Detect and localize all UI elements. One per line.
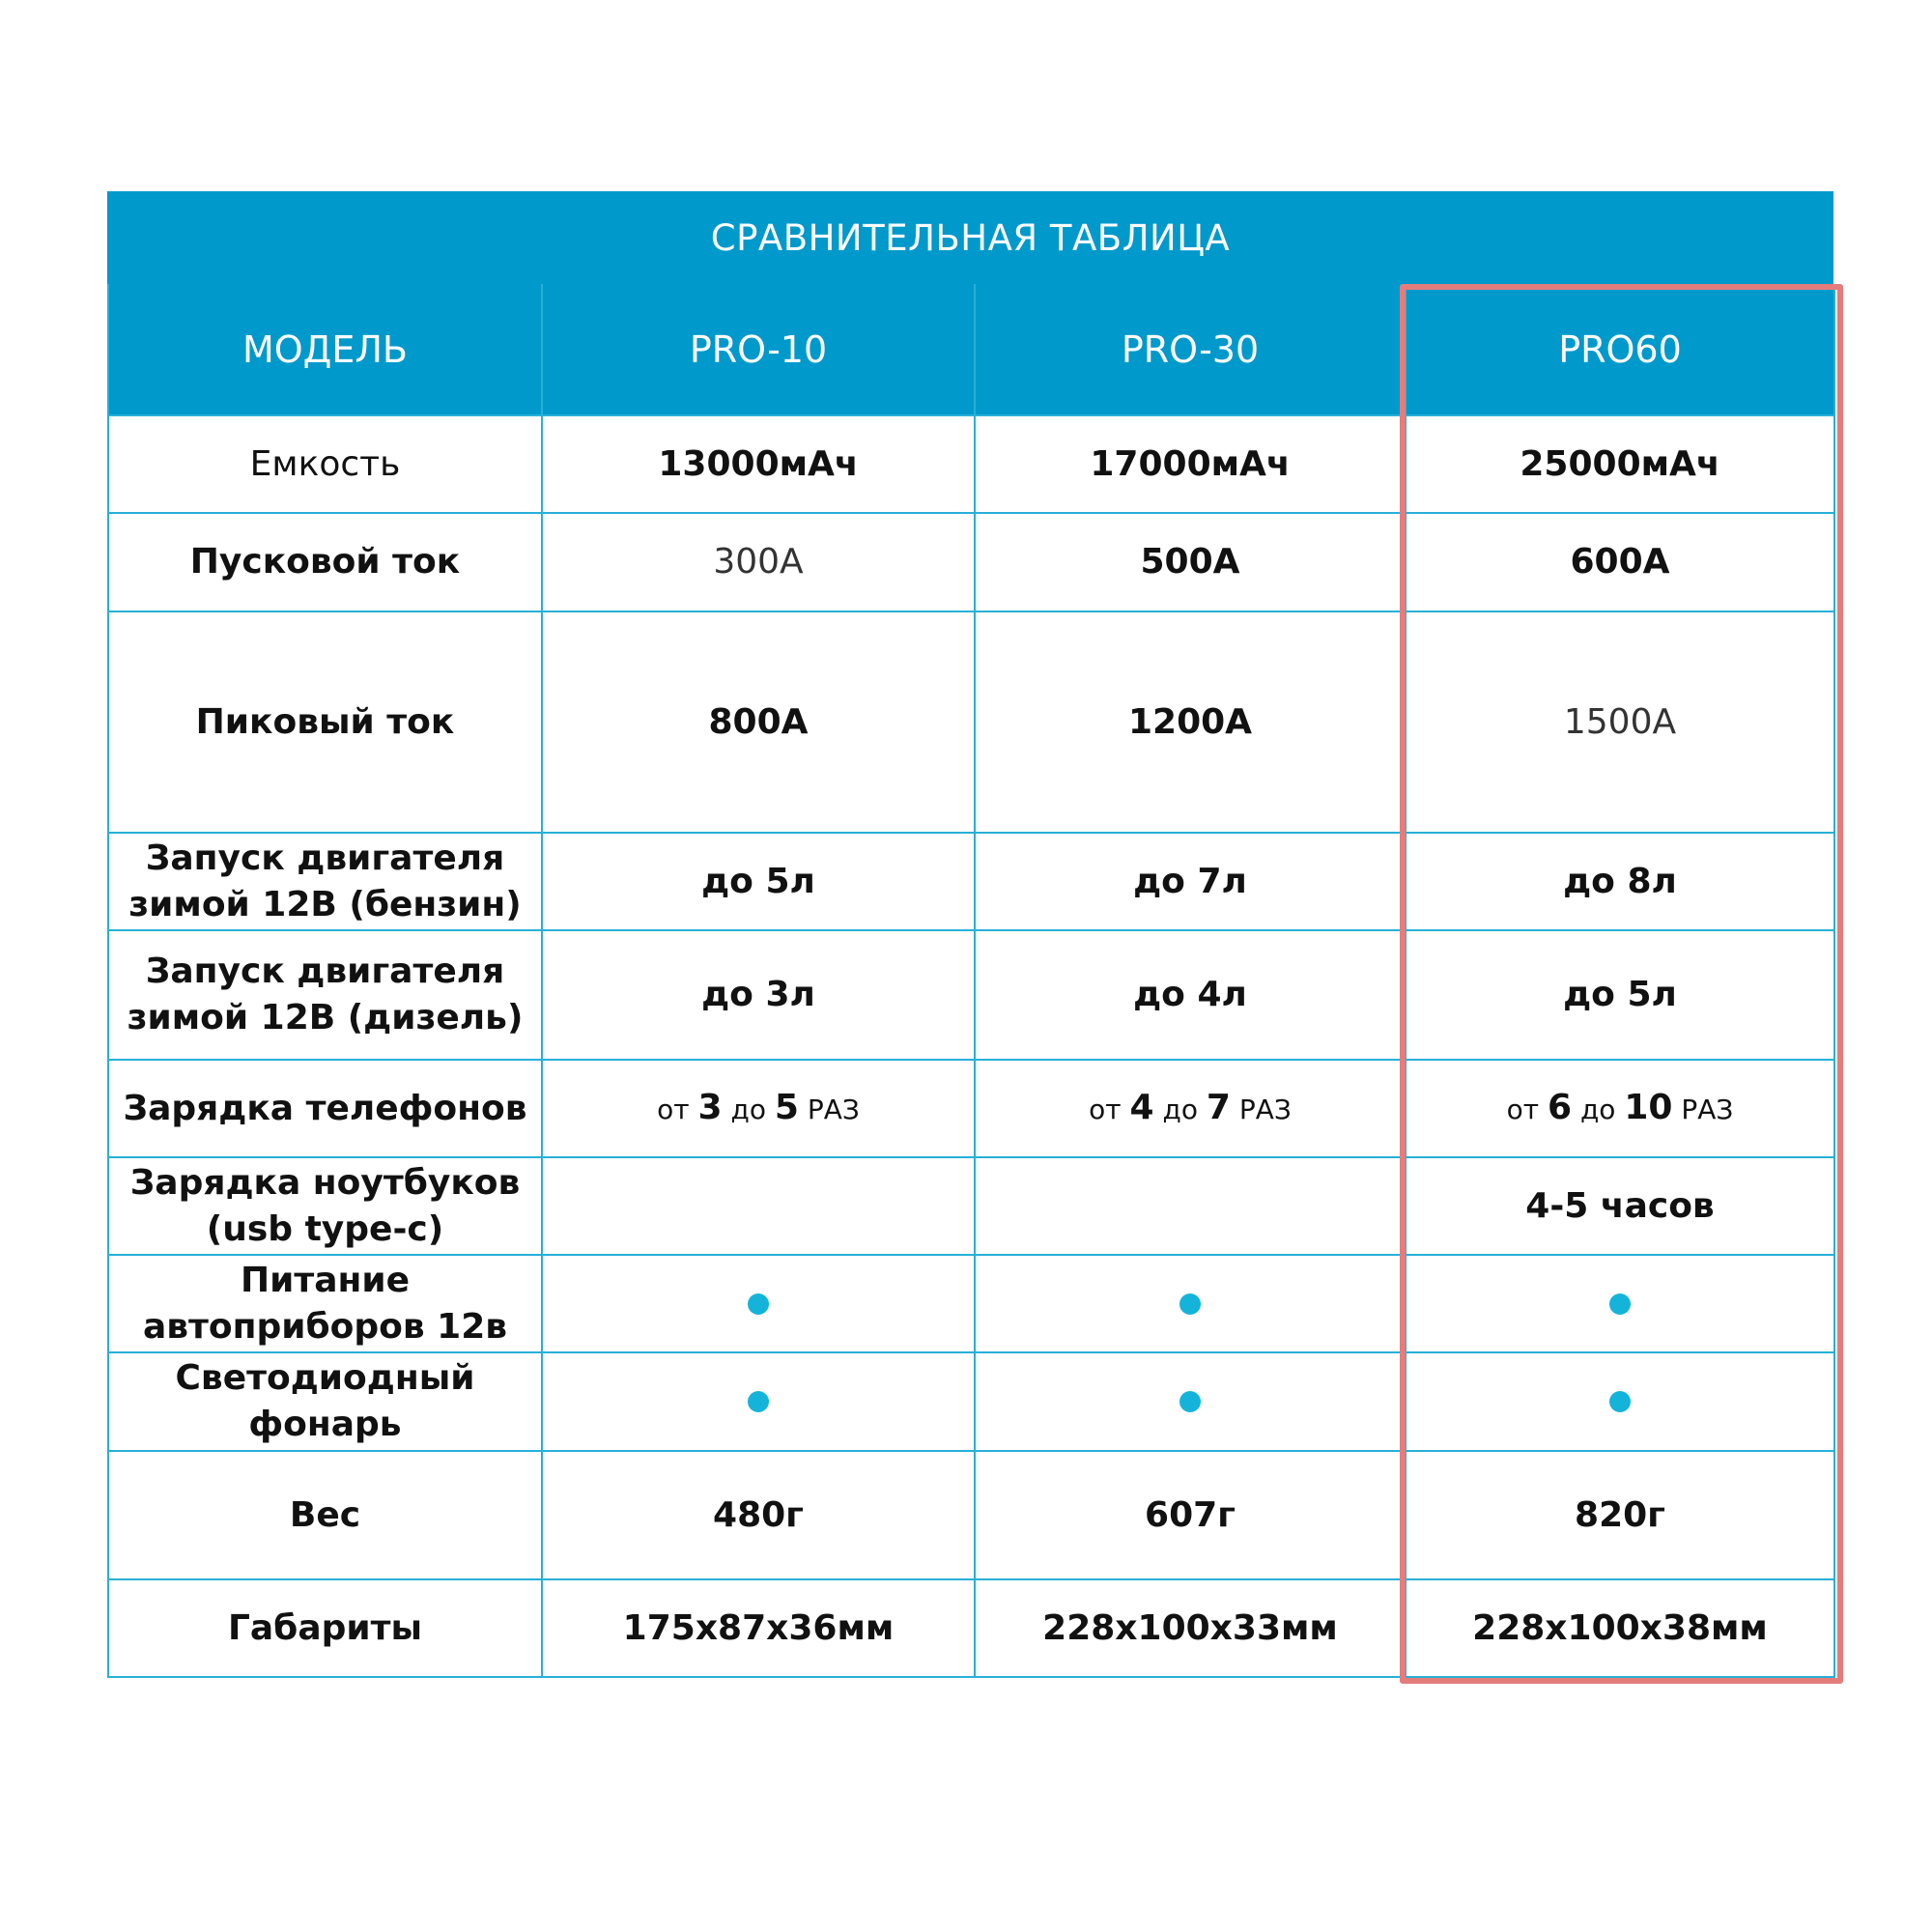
cell-value: 500А bbox=[975, 513, 1406, 611]
check-dot-icon bbox=[1179, 1391, 1201, 1412]
cell-value: 800А bbox=[542, 611, 975, 833]
cell-value: 25000мАч bbox=[1406, 415, 1834, 513]
row-label: Зарядка ноутбуков (usb type-c) bbox=[108, 1157, 542, 1255]
header-pro-30: PRO-30 bbox=[975, 284, 1406, 415]
row-capacity bbox=[108, 415, 1834, 513]
cell-value: 13000мАч bbox=[542, 415, 975, 513]
cell-value: до 3л bbox=[542, 930, 975, 1060]
cell-value bbox=[975, 1157, 1406, 1255]
row-label: Запуск двигателя зимой 12В (дизель) bbox=[108, 930, 542, 1060]
cell-value: до 8л bbox=[1406, 833, 1834, 930]
row-peak-current bbox=[108, 611, 1834, 833]
cell-value: от 3 до 5 РАЗ bbox=[542, 1060, 975, 1157]
row-engine-diesel bbox=[108, 930, 1834, 1060]
check-dot-icon bbox=[748, 1293, 769, 1315]
cell-value: 600А bbox=[1406, 513, 1834, 611]
comparison-grid bbox=[107, 284, 1835, 1678]
row-label: Питание автоприборов 12в bbox=[108, 1255, 542, 1352]
row-label: Пиковый ток bbox=[108, 611, 542, 833]
row-flashlight bbox=[108, 1352, 1834, 1451]
row-label: Габариты bbox=[108, 1579, 542, 1677]
cell-value: 4-5 часов bbox=[1406, 1157, 1834, 1255]
check-dot-icon bbox=[748, 1391, 769, 1412]
cell-value bbox=[975, 1352, 1406, 1451]
row-laptop-charge bbox=[108, 1157, 1834, 1255]
header-pro-10: PRO-10 bbox=[542, 284, 975, 415]
row-label: Емкость bbox=[108, 415, 542, 513]
header-pro60: PRO60 bbox=[1406, 284, 1834, 415]
row-label: Пусковой ток bbox=[108, 513, 542, 611]
cell-value: 228x100x38мм bbox=[1406, 1579, 1834, 1677]
check-dot-icon bbox=[1609, 1391, 1631, 1412]
row-weight bbox=[108, 1451, 1834, 1579]
cell-value: до 5л bbox=[542, 833, 975, 930]
cell-value: до 4л bbox=[975, 930, 1406, 1060]
cell-value: 820г bbox=[1406, 1451, 1834, 1579]
cell-value bbox=[542, 1352, 975, 1451]
row-car-power bbox=[108, 1255, 1834, 1352]
cell-value: 1500А bbox=[1406, 611, 1834, 833]
cell-value bbox=[1406, 1352, 1834, 1451]
row-phone-charge bbox=[108, 1060, 1834, 1157]
header-row bbox=[108, 284, 1834, 415]
cell-value: 607г bbox=[975, 1451, 1406, 1579]
row-dimensions bbox=[108, 1579, 1834, 1677]
cell-value bbox=[542, 1255, 975, 1352]
cell-value bbox=[542, 1157, 975, 1255]
cell-value: 300А bbox=[542, 513, 975, 611]
table-title: СРАВНИТЕЛЬНАЯ ТАБЛИЦА bbox=[107, 191, 1833, 284]
row-label: Вес bbox=[108, 1451, 542, 1579]
comparison-table bbox=[107, 191, 1833, 1678]
cell-value: до 7л bbox=[975, 833, 1406, 930]
row-engine-petrol bbox=[108, 833, 1834, 930]
row-label: Запуск двигателя зимой 12В (бензин) bbox=[108, 833, 542, 930]
check-dot-icon bbox=[1179, 1293, 1201, 1315]
header-model: МОДЕЛЬ bbox=[108, 284, 542, 415]
cell-value: от 4 до 7 РАЗ bbox=[975, 1060, 1406, 1157]
row-label: Зарядка телефонов bbox=[108, 1060, 542, 1157]
cell-value: 17000мАч bbox=[975, 415, 1406, 513]
row-label: Светодиодный фонарь bbox=[108, 1352, 542, 1451]
cell-value: 228x100x33мм bbox=[975, 1579, 1406, 1677]
cell-value bbox=[975, 1255, 1406, 1352]
cell-value: 175x87x36мм bbox=[542, 1579, 975, 1677]
cell-value: до 5л bbox=[1406, 930, 1834, 1060]
cell-value: 1200А bbox=[975, 611, 1406, 833]
cell-value: от 6 до 10 РАЗ bbox=[1406, 1060, 1834, 1157]
cell-value bbox=[1406, 1255, 1834, 1352]
row-start-current bbox=[108, 513, 1834, 611]
cell-value: 480г bbox=[542, 1451, 975, 1579]
check-dot-icon bbox=[1609, 1293, 1631, 1315]
